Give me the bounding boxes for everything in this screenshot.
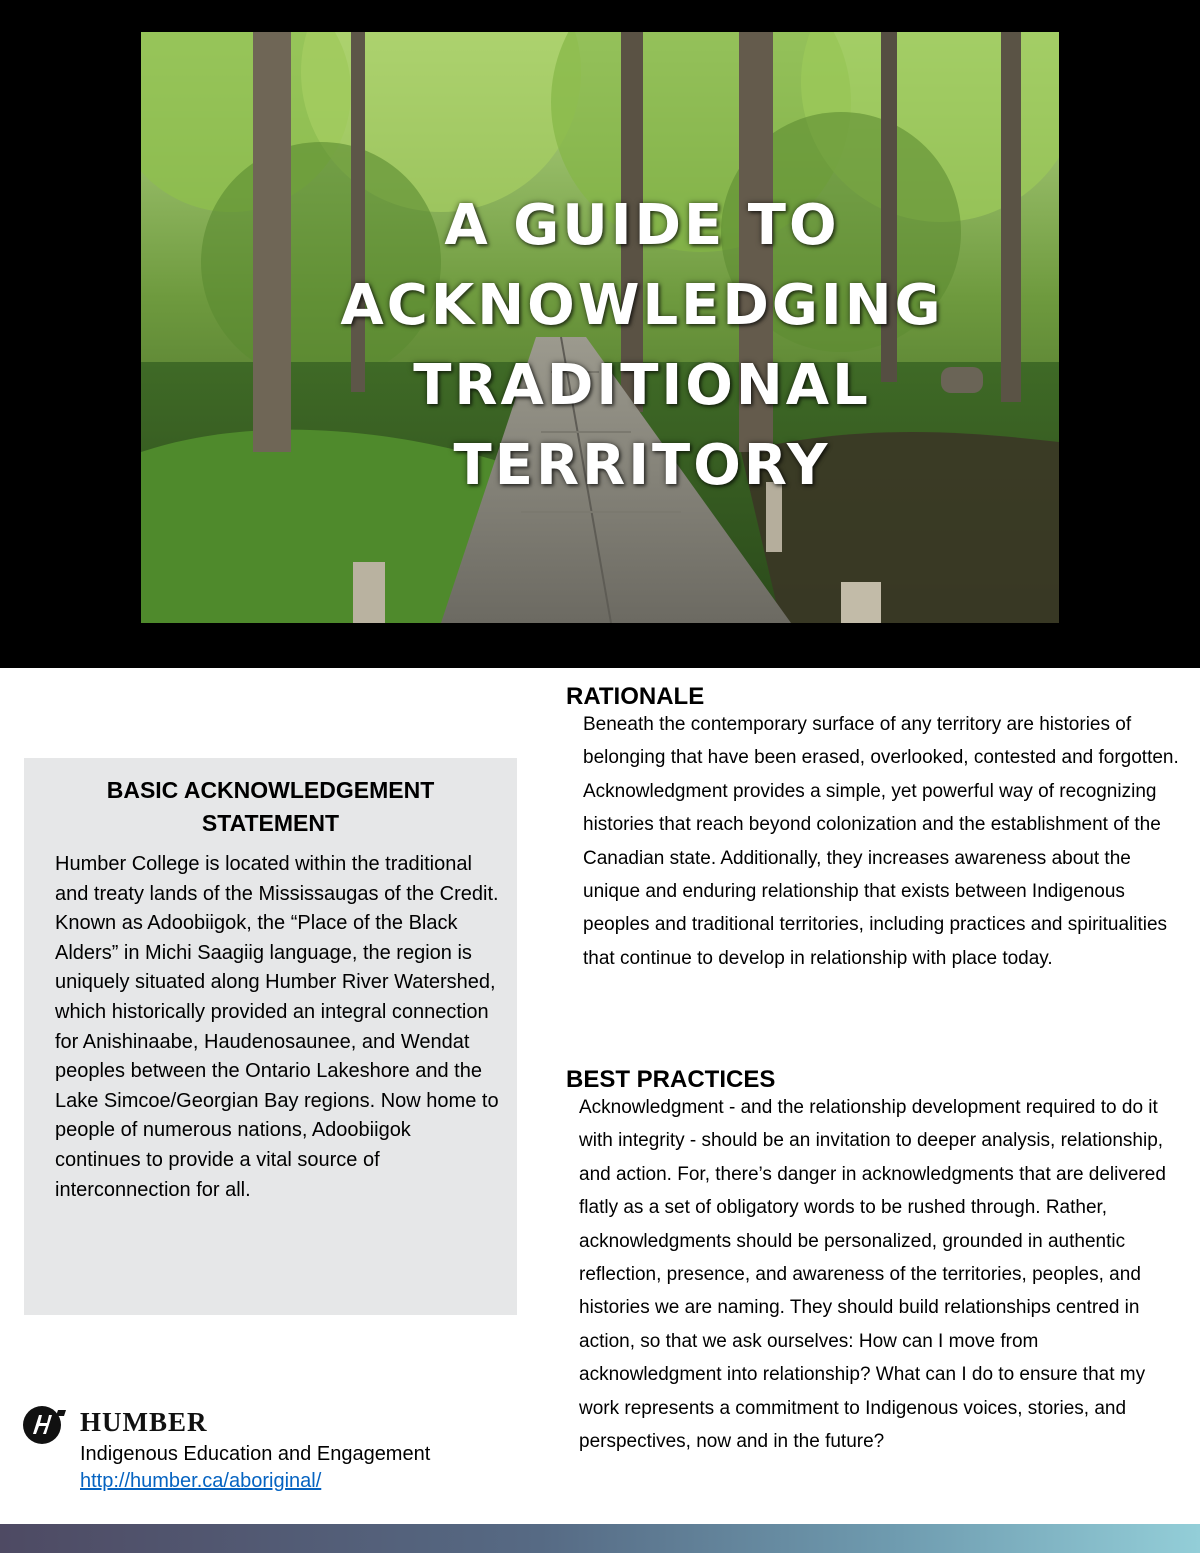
rationale-body: Beneath the contemporary surface of any territory are histories of belonging that have been erased, overlooked, contested and forgotten. Acknowledgment provides a simple, yet powerful way of recognizing histories that reach beyond colonization and the establishment of the Canadian state. Additionally, they increases awareness about the unique and enduring relationship that exists between Indigenous peoples and traditional territories, including practices and spiritualities that continue to develop in relationship with place today. [583, 714, 1179, 969]
footer-gradient-bar [0, 1524, 1200, 1553]
statement-title [24, 774, 517, 840]
best-practices-heading: BEST PRACTICES [566, 1066, 776, 1093]
hero-title-line: TERRITORY [453, 433, 831, 498]
humber-logo-icon [22, 1404, 68, 1446]
department-name: Indigenous Education and Engagement [80, 1443, 431, 1465]
hero-banner [0, 0, 1200, 668]
best-practices-body: Acknowledgment - and the relationship development required to do it with integrity - should be an invitation to deeper analysis, relationship, and action. For, there’s danger in acknowledgments that are delivered flatly as a set of obligatory words to be rushed through. Rather, acknowledgments should be personalized, grounded in authentic reflection, presence, and awareness of the territories, peoples, and histories we are naming. They should build relationships centred in action, so that we ask ourselves: How can I move from acknowledgment into relationship? What can I do to ensure that my work represents a commitment to Indigenous voices, stories, and perspectives, now and in the future? [579, 1097, 1166, 1453]
basic-acknowledgement-box [24, 758, 517, 1315]
humber-logo-text: HUMBER [80, 1407, 208, 1437]
statement-title-line: STATEMENT [201, 810, 340, 836]
hero-title [141, 186, 1143, 506]
hero-title-line: ACKNOWLEDGING [340, 273, 944, 338]
statement-body: Humber College is located within the traditional and treaty lands of the Mississaugas of the Credit. Known as Adoobiigok, the “Place of the Black Alders” in Michi Saagiig language, the region is uniquely situated along Humber River Watershed, which historically provided an integral connection for Anishinaabe, Haudenosaunee, and Wendat peoples between the Ontario Lakeshore and the Lake Simcoe/Georgian Bay regions. Now home to people of numerous nations, Adoobiigok continues to provide a vital source of interconnection for all. [55, 853, 499, 1201]
hero-title-line: TRADITIONAL [413, 353, 871, 418]
rationale-heading: RATIONALE [566, 683, 705, 710]
aboriginal-website-link[interactable]: http://humber.ca/aboriginal/ [80, 1470, 322, 1492]
hero-title-line: A GUIDE TO [444, 193, 840, 258]
statement-title-line: BASIC ACKNOWLEDGEMENT [106, 777, 435, 803]
